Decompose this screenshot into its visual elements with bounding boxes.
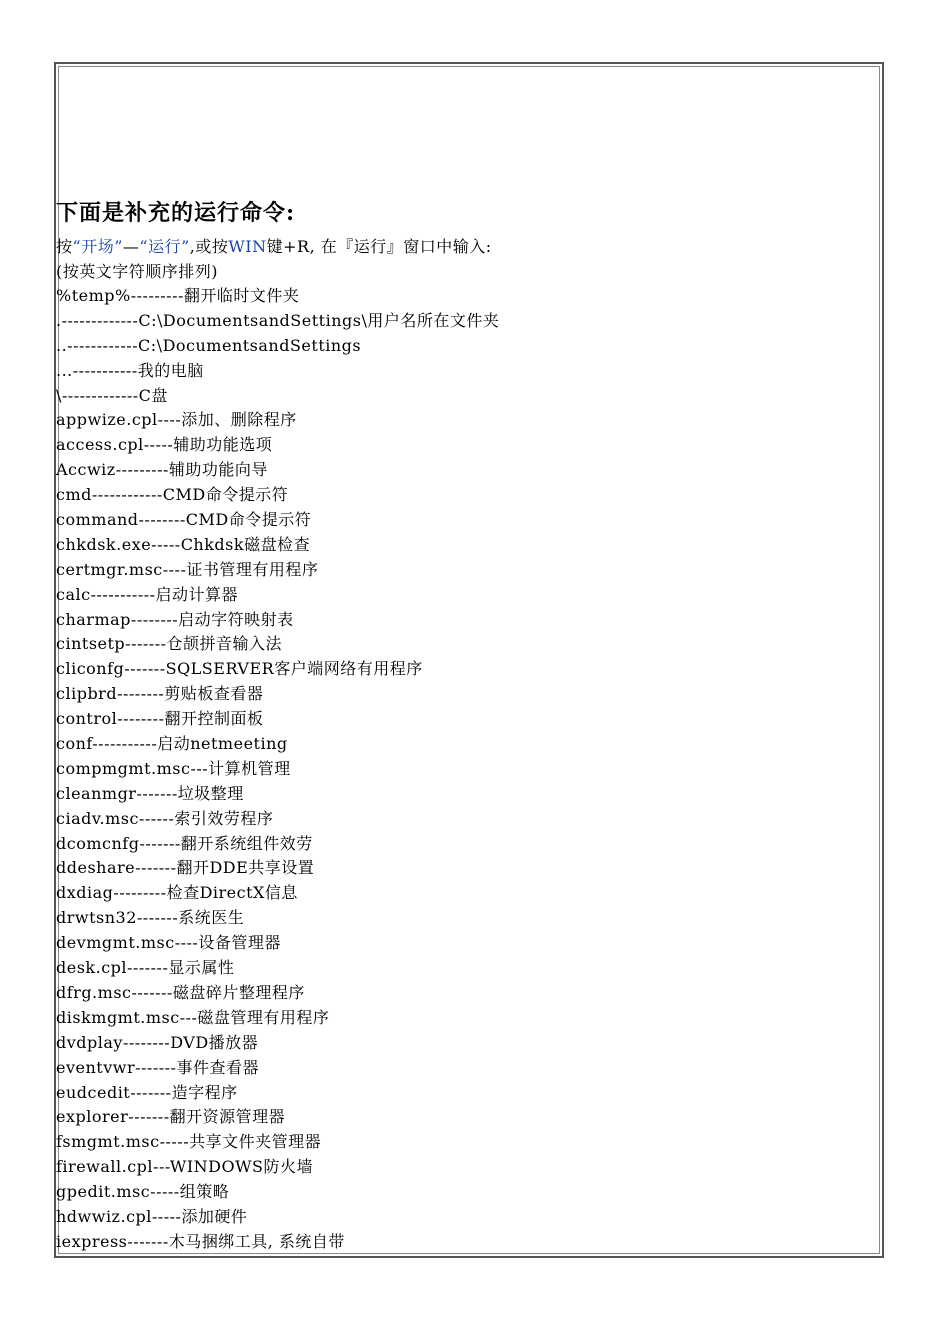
- command-item: hdwwiz.cpl-----添加硬件: [56, 1206, 248, 1226]
- command-item: ddeshare-------翻开DDE共享设置: [56, 858, 315, 878]
- intro-dash: —: [122, 237, 140, 256]
- intro-win-key: WIN: [228, 237, 267, 256]
- command-item: gpedit.msc-----组策略: [56, 1182, 230, 1202]
- command-item: .-------------C:\DocumentsandSettings\用户名所在文件夹: [56, 310, 500, 330]
- command-item: dcomcnfg-------翻开系统组件效劳: [56, 833, 313, 853]
- command-item: calc-----------启动计算器: [56, 584, 239, 604]
- sort-note: (按英文字符顺序排列): [56, 262, 218, 281]
- intro-run-menu: “运行”: [139, 237, 190, 256]
- command-item: explorer-------翻开资源管理器: [56, 1107, 286, 1127]
- command-item: chkdsk.exe-----Chkdsk磁盘检查: [56, 534, 311, 554]
- command-item: fsmgmt.msc-----共享文件夹管理器: [56, 1132, 322, 1152]
- command-item: firewall.cpl---WINDOWS防火墙: [56, 1157, 313, 1177]
- command-item: ciadv.msc------索引效劳程序: [56, 808, 274, 828]
- command-item: conf-----------启动netmeeting: [56, 734, 288, 754]
- command-item: control--------翻开控制面板: [56, 709, 264, 729]
- command-item: clipbrd--------剪贴板查看器: [56, 684, 264, 704]
- command-item: iexpress-------木马捆绑工具, 系统自带: [56, 1231, 345, 1251]
- command-item: cleanmgr-------垃圾整理: [56, 783, 244, 803]
- intro-suffix: 键+R, 在『运行』窗口中输入:: [266, 237, 492, 256]
- command-item: ..------------C:\DocumentsandSettings: [56, 335, 362, 355]
- command-item: eventvwr-------事件查看器: [56, 1057, 259, 1077]
- command-list: [56, 284, 876, 1255]
- command-item: drwtsn32-------系统医生: [56, 908, 245, 928]
- command-item: desk.cpl-------显示属性: [56, 958, 235, 978]
- command-item: devmgmt.msc----设备管理器: [56, 933, 281, 953]
- intro-prefix: 按: [56, 237, 73, 256]
- intro-start-menu: “开场”: [72, 237, 123, 256]
- command-item: certmgr.msc----证书管理有用程序: [56, 559, 319, 579]
- command-item: diskmgmt.msc---磁盘管理有用程序: [56, 1007, 330, 1027]
- document-content: [56, 196, 876, 1255]
- command-item: ...-----------我的电脑: [56, 360, 204, 380]
- command-item: Accwiz---------辅助功能向导: [56, 460, 268, 480]
- section-heading: 下面是补充的运行命令:: [56, 200, 296, 226]
- command-item: cliconfg-------SQLSERVER客户端网络有用程序: [56, 659, 423, 679]
- command-item: eudcedit-------造字程序: [56, 1082, 238, 1102]
- command-item: charmap--------启动字符映射表: [56, 609, 294, 629]
- command-item: \-------------C盘: [56, 385, 168, 405]
- command-item: access.cpl-----辅助功能选项: [56, 435, 273, 455]
- command-item: compmgmt.msc---计算机管理: [56, 758, 291, 778]
- command-item: dxdiag---------检查DirectX信息: [56, 883, 298, 903]
- command-item: command--------CMD命令提示符: [56, 510, 312, 530]
- command-item: cintsetp-------仓颉拼音输入法: [56, 634, 283, 654]
- run-instructions: [56, 234, 876, 259]
- command-item: dfrg.msc-------磁盘碎片整理程序: [56, 982, 305, 1002]
- command-item: appwize.cpl----添加、删除程序: [56, 410, 297, 430]
- command-item: cmd------------CMD命令提示符: [56, 485, 289, 505]
- command-item: dvdplay--------DVD播放器: [56, 1032, 259, 1052]
- command-item: %temp%---------翻开临时文件夹: [56, 286, 300, 305]
- intro-middle: ,或按: [189, 237, 229, 256]
